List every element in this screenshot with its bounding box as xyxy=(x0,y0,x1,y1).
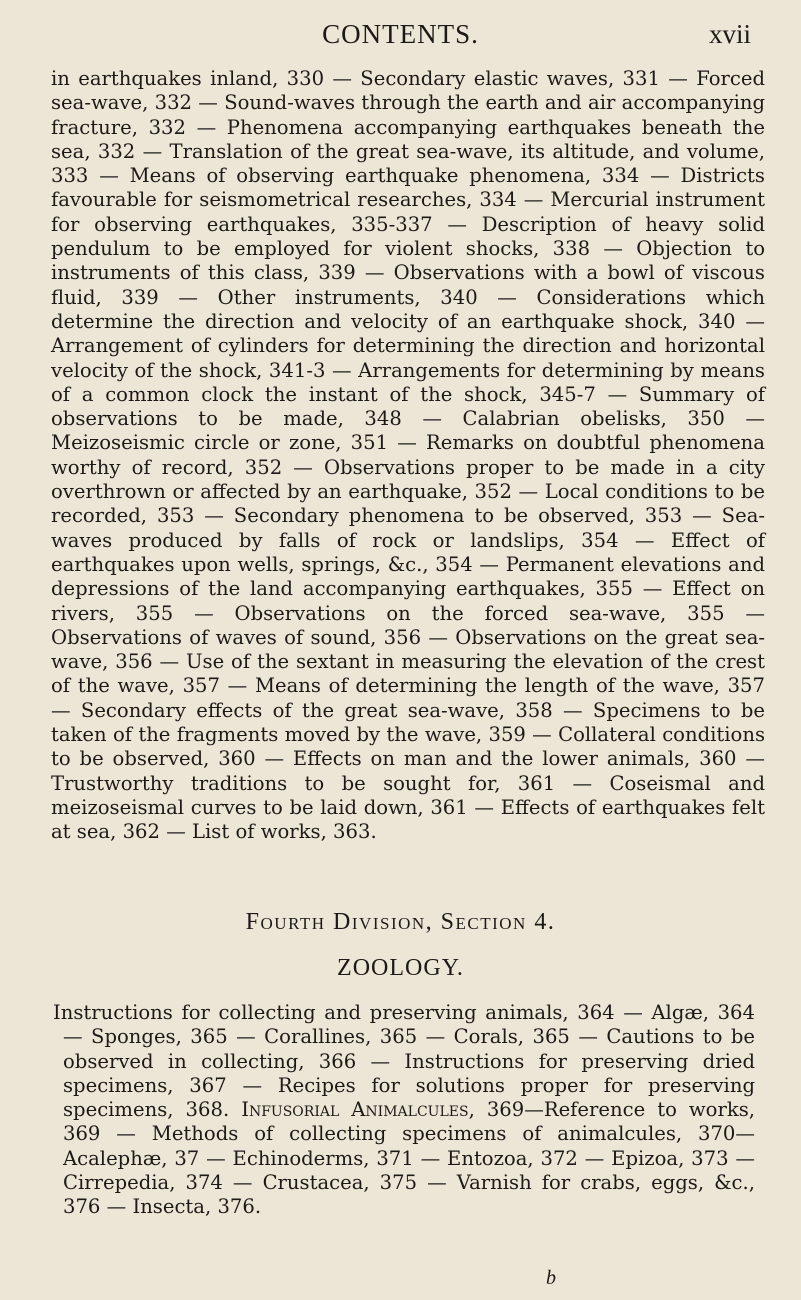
zoology-text-part1: Instructions for collecting and preserving animals, 364 — Algæ, 364 — Sponges, 365 — Corallines, 365 — Corals, 365 — Cautions to be observed in collecting, 366 — Instructions for preserving dried specimens, 367 — Recipes for solutions proper for preserving specimens, 368. xyxy=(53,1001,755,1122)
contents-paragraph-geology: in earthquakes inland, 330 — Secondary elastic waves, 331 — Forced sea-wave, 332 — Sound-waves through the earth and air accompanying fracture, 332 — Phenomena accompanying earthquakes beneath the sea, 332 — Translation of the great sea-wave, its altitude, and volume, 333 — Means of observing earthquake phenomena, 334 — Districts favourable for seismometrical researches, 334 — Mercurial instrument for observing earthquakes, 335-337 — Description of heavy solid pendulum to be employed for violent shocks, 338 — Objection to instruments of this class, 339 — Observations with a bowl of viscous fluid, 339 — Other instruments, 340 — Considerations which determine the direction and velocity of an earthquake shock, 340 — Arrangement of cylinders for determining the direction and horizontal velocity of the shock, 341-3 — Arrangements for determining by means of a common clock the instant of the shock, 345-7 — Summary of observations to be made, 348 — Calabrian obelisks, 350 — Meizoseismic circle or zone, 351 — Remarks on doubtful phenomena worthy of record, 352 — Observations proper to be made in a city overthrown or affected by an earthquake, 352 — Local conditions to be recorded, 353 — Secondary phenomena to be observed, 353 — Sea-waves produced by falls of rock or landslips, 354 — Effect of earthquakes upon wells, springs, &c., 354 — Permanent elevations and depressions of the land accompanying earthquakes, 355 — Effect on rivers, 355 — Observations on the forced sea-wave, 355 — Observations of waves of sound, 356 — Observations on the great sea-wave, 356 — Use of the sextant in measuring the elevation of the crest of the wave, 357 — Means of determining the length of the wave, 357 — Secondary effects of the great sea-wave, 358 — Specimens to be taken of the fragments moved by the wave, 359 — Collateral conditions to be observed, 360 — Effects on man and the lower animals, 360 — Trustworthy traditions to be sought for, 361 — Coseismal and meizoseismal curves to be laid down, 361 — Effects of earthquakes felt at sea, 362 — List of works, 363. xyxy=(51,67,765,844)
signature-mark: b xyxy=(546,1267,556,1289)
contents-paragraph-zoology xyxy=(41,1001,755,1220)
section-heading: Fourth Division, Section 4. xyxy=(245,909,556,935)
page-number: xvii xyxy=(708,19,751,49)
running-head-title: CONTENTS. xyxy=(322,19,479,49)
running-head xyxy=(0,14,801,54)
section-subheading: ZOOLOGY. xyxy=(337,955,464,981)
zoology-smallcaps-term: Infusorial Animalcules, xyxy=(241,1098,475,1122)
zoology-text-part2: 369—Reference to works, 369 — Methods of collecting specimens of animalcules, 370—Acalephæ, 37 — Echinoderms, 371 — Entozoa, 372 — Epizoa, 373 — Cirrepedia, 374 — Crustacea, 375 — Varnish for crabs, eggs, &c., 376 — Insecta, 376. xyxy=(63,1098,755,1219)
